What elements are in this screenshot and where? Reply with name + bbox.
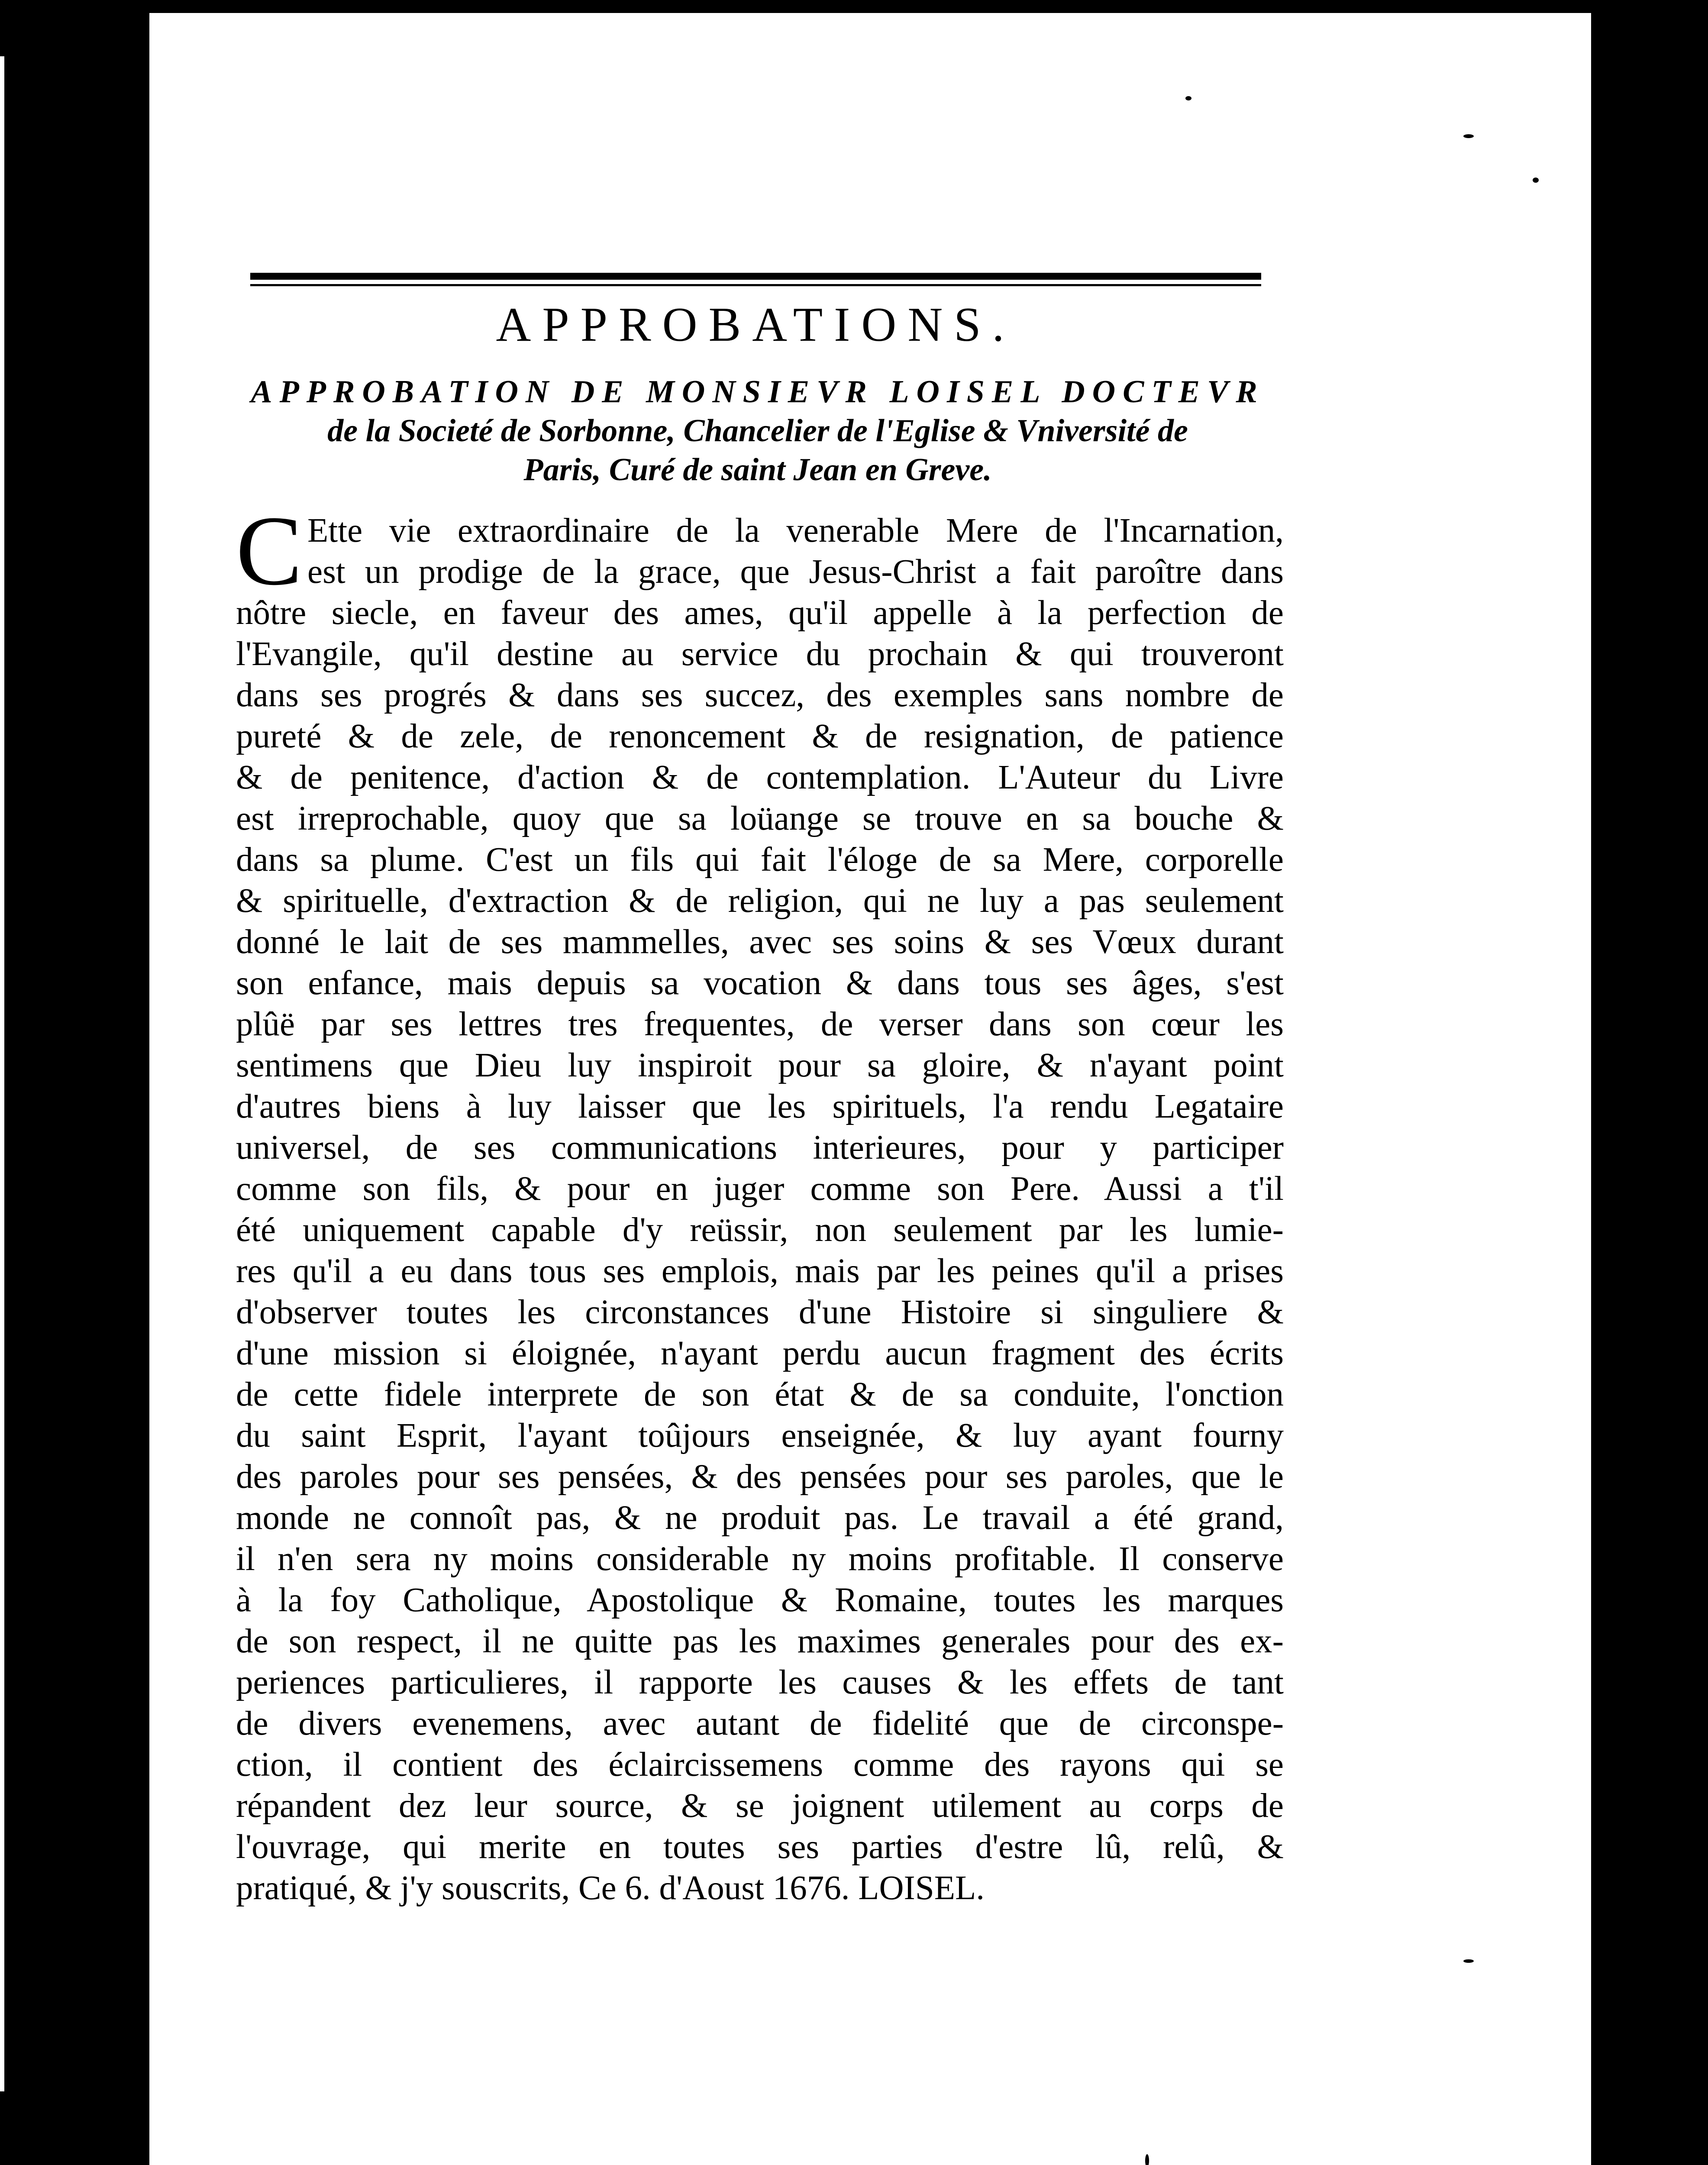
body-line: monde ne connoît pas, & ne produit pas. Le travail a été grand, <box>236 1499 1284 1537</box>
body-line: de son respect, il ne quitte pas les maximes generales pour des ex- <box>236 1622 1284 1660</box>
drop-cap: C <box>236 495 303 606</box>
body-line: à la foy Catholique, Apostolique & Romaine, toutes les marques <box>236 1581 1284 1619</box>
heading-line: de la Societé de Sorbonne, Chancelier de l'Eglise & Vniversité de <box>327 413 1188 449</box>
page-edge-strip <box>0 56 17 2091</box>
body-line: l'ouvrage, qui merite en toutes ses parties d'estre lû, relû, & <box>236 1828 1284 1866</box>
heading-line: APPROBATION DE MONSIEVR LOISEL DOCTEVR <box>251 374 1265 410</box>
scan-speck <box>1533 178 1539 183</box>
body-line: est irreprochable, quoy que sa loüange se trouve en sa bouche & <box>236 800 1284 837</box>
body-line: répandent dez leur source, & se joignent utilement au corps de <box>236 1787 1284 1825</box>
body-line: dans ses progrés & dans ses succez, des exemples sans nombre de <box>236 676 1284 714</box>
body-line: est un prodige de la grace, que Jesus-Christ a fait paroître dans <box>307 553 1284 591</box>
body-line: son enfance, mais depuis sa vocation & dans tous ses âges, s'est <box>236 964 1284 1002</box>
body-line: pratiqué, & j'y souscrits, Ce 6. d'Aoust 1676. LOISEL. <box>236 1869 985 1907</box>
body-line: des paroles pour ses pensées, & des pensées pour ses paroles, que le <box>236 1458 1284 1496</box>
body-line: & spirituelle, d'extraction & de religion, qui ne luy a pas seulement <box>236 882 1284 920</box>
scan-speck <box>1463 134 1474 138</box>
body-line: de cette fidele interprete de son état & de sa conduite, l'onction <box>236 1376 1284 1413</box>
heading-line: Paris, Curé de saint Jean en Greve. <box>523 452 992 488</box>
body-line: il n'en sera ny moins considerable ny moins profitable. Il conserve <box>236 1540 1284 1578</box>
scan-speck <box>1185 96 1191 100</box>
body-line: été uniquement capable d'y reüssir, non seulement par les lumie- <box>236 1211 1284 1249</box>
body-line: periences particulieres, il rapporte les causes & les effets de tant <box>236 1664 1284 1701</box>
scan-speck <box>1463 1959 1474 1963</box>
body-line: du saint Esprit, l'ayant toûjours enseignée, & luy ayant fourny <box>236 1417 1284 1454</box>
body-line: nôtre siecle, en faveur des ames, qu'il appelle à la perfection de <box>236 594 1284 632</box>
body-line: ction, il contient des éclaircissemens comme des rayons qui se <box>236 1746 1284 1784</box>
body-line: comme son fils, & pour en juger comme son Pere. Aussi a t'il <box>236 1170 1284 1208</box>
header-rule <box>250 273 1261 280</box>
body-line: dans sa plume. C'est un fils qui fait l'éloge de sa Mere, corporelle <box>236 841 1284 879</box>
body-line: d'observer toutes les circonstances d'une Histoire si singuliere & <box>236 1293 1284 1331</box>
body-line: universel, de ses communications interieures, pour y participer <box>236 1129 1284 1167</box>
body-line: donné le lait de ses mammelles, avec ses soins & ses Vœux durant <box>236 923 1284 961</box>
body-line: res qu'il a eu dans tous ses emplois, mais par les peines qu'il a prises <box>236 1252 1284 1290</box>
header-rule-thin <box>250 284 1261 286</box>
body-line: sentimens que Dieu luy inspiroit pour sa gloire, & n'ayant point <box>236 1047 1284 1084</box>
body-line: d'autres biens à luy laisser que les spirituels, l'a rendu Legataire <box>236 1088 1284 1125</box>
body-line: d'une mission si éloignée, n'ayant perdu aucun fragment des écrits <box>236 1335 1284 1372</box>
body-line: plûë par ses lettres tres frequentes, de verser dans son cœur les <box>236 1005 1284 1043</box>
body-line: Ette vie extraordinaire de la venerable Mere de l'Incarnation, <box>307 512 1284 549</box>
body-line: l'Evangile, qu'il destine au service du prochain & qui trouveront <box>236 635 1284 673</box>
page-title: APPROBATIONS. <box>496 298 1016 352</box>
body-line: pureté & de zele, de renoncement & de resignation, de patience <box>236 717 1284 755</box>
body-line: de divers evenemens, avec autant de fidelité que de circonspe- <box>236 1705 1284 1742</box>
body-line: & de penitence, d'action & de contemplation. L'Auteur du Livre <box>236 759 1284 796</box>
approbation-heading <box>242 372 1273 489</box>
approbation-body <box>236 510 1284 1909</box>
scan-speck <box>1145 2154 1149 2165</box>
